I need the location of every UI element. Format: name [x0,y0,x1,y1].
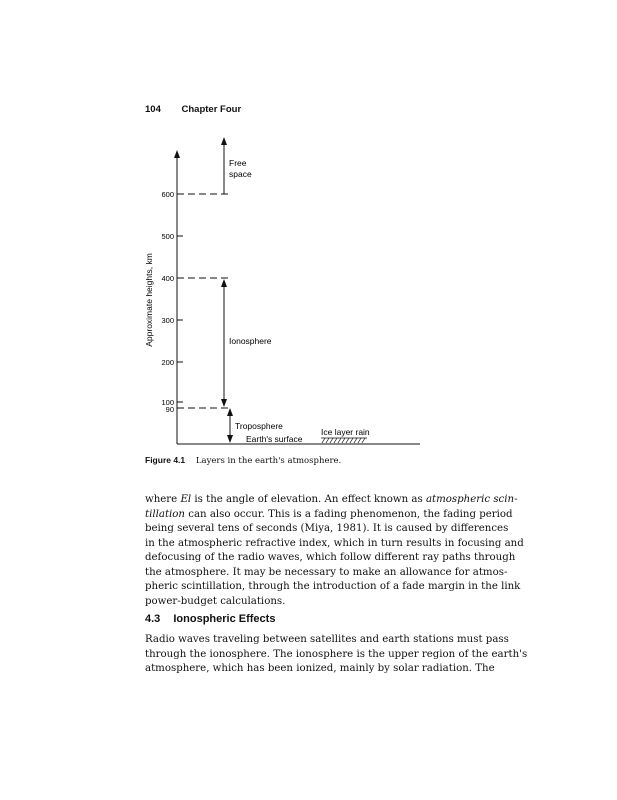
tick-100: 100 [161,398,174,407]
label-space: space [229,169,252,179]
paragraph-ionosphere [145,633,528,677]
tick-500: 500 [161,232,174,241]
label-ionosphere: Ionosphere [229,336,272,346]
text-line: power-budget calculations. [145,595,286,607]
paragraph-scintillation [145,493,524,609]
figure-caption [145,455,341,466]
text-line: defocusing of the radio waves, which follow different ray paths through [145,552,516,563]
ice-layer-hatch [321,438,367,443]
tick-90: 90 [165,405,174,414]
tick-200: 200 [161,358,174,367]
section-number: 4.3 [145,613,161,625]
label-free: Free [229,158,247,168]
section-heading [145,613,275,625]
label-troposphere: Troposphere [235,421,283,431]
page-number: 104 [145,104,161,115]
text-line: through the ionosphere. The ionosphere is the upper region of the earth's [145,648,528,660]
free-space-arrowhead [221,137,227,145]
label-ice-layer-rain: Ice layer rain [321,427,370,437]
tick-300: 300 [161,316,174,325]
tick-600: 600 [161,190,174,199]
y-axis-label: Approximate heights, km [144,253,154,347]
text-line: where El is the angle of elevation. An effect known as atmospheric scin- [145,494,518,505]
text-line: atmosphere, which has been ionized, mainly by solar radiation. The [145,663,495,674]
chapter-title: Chapter Four [181,104,242,115]
tick-400: 400 [161,274,174,283]
text-line: Radio waves traveling between satellites and earth stations must pass [145,634,509,645]
troposphere-arrowhead-top [227,408,233,416]
figure-caption-text: Layers in the earth's atmosphere. [195,456,342,466]
text-line: pheric scintillation, through the introduction of a fade margin in the link [145,581,521,592]
figure-label: Figure 4.1 [145,455,186,465]
text-line: tillation can also occur. This is a fading phenomenon, the fading period [145,508,513,520]
text-line: being several tens of seconds (Miya, 1981). It is caused by differences [145,523,509,534]
troposphere-arrowhead-bottom [227,435,233,443]
label-earth-surface: Earth's surface [246,434,303,444]
ionosphere-arrowhead-bottom [221,399,227,407]
text-line: in the atmospheric refractive index, which in turn results in focusing and [145,537,524,549]
text-line: the atmosphere. It may be necessary to make an allowance for atmos- [145,566,508,578]
ionosphere-arrowhead-top [221,279,227,287]
section-title: Ionospheric Effects [173,613,276,625]
y-axis-arrow [174,150,180,158]
